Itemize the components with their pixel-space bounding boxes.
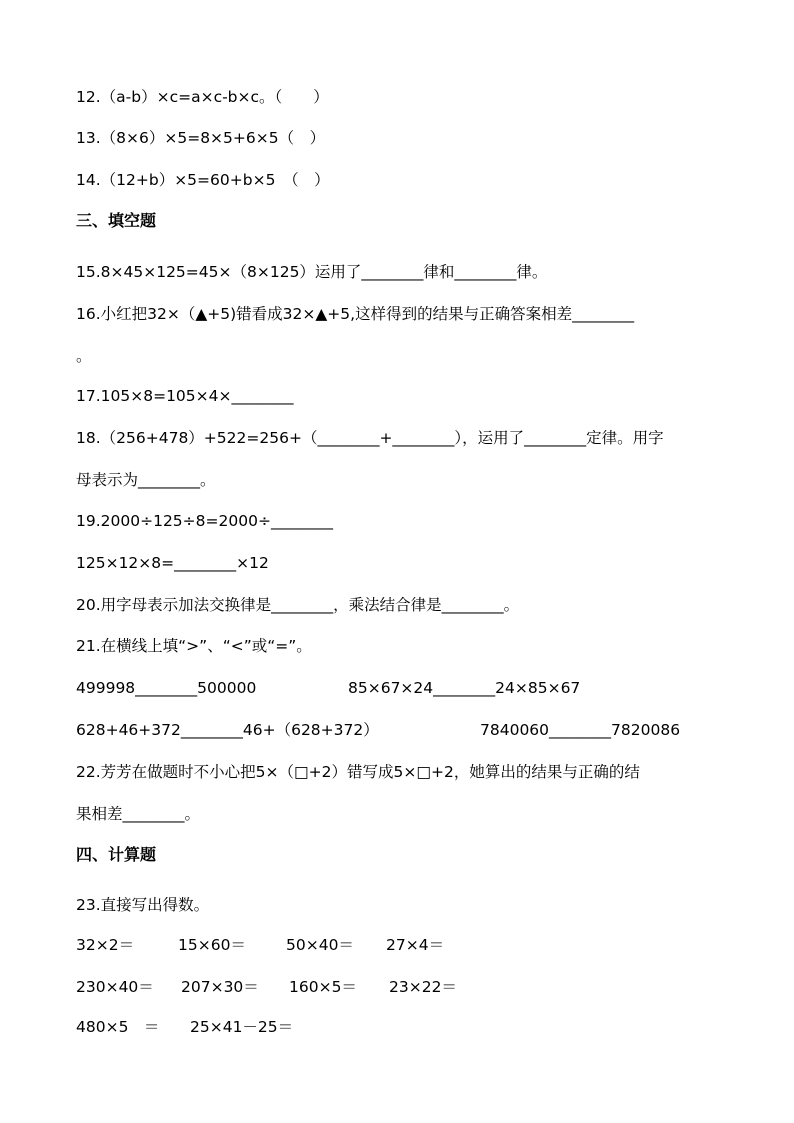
- question-19-line2: 125×12×8=________×12: [76, 554, 269, 572]
- question-22-line1: 22.芳芳在做题时不小心把5×（□+2）错写成5×□+2，她算出的结果与正确的结: [76, 763, 640, 781]
- calc-item: 15×60＝: [178, 936, 246, 954]
- calc-item: 32×2＝: [76, 936, 135, 954]
- question-21-item-d: 7840060________7820086: [480, 721, 681, 739]
- question-19-line1: 19.2000÷125÷8=2000÷________: [76, 512, 333, 530]
- calc-item: 480×5 ＝: [76, 1018, 160, 1036]
- question-21-item-a: 499998________500000: [76, 679, 257, 697]
- question-21-item-b: 85×67×24________24×85×67: [348, 679, 581, 697]
- section-heading-fill-blank: 三、填空题: [76, 211, 157, 230]
- section-heading-calculation: 四、计算题: [76, 845, 157, 864]
- question-15: 15.8×45×125=45×（8×125）运用了________律和________律。: [76, 263, 548, 281]
- calc-item: 25×41－25＝: [190, 1018, 294, 1036]
- calc-item: 27×4＝: [386, 936, 445, 954]
- question-21-item-c: 628+46+372________46+（628+372）: [76, 721, 379, 739]
- question-16-line2: 。: [76, 347, 92, 365]
- question-20: 20.用字母表示加法交换律是________，乘法结合律是________。: [76, 596, 520, 614]
- question-12: 12.（a-b）×c=a×c-b×c。（ ）: [76, 88, 329, 106]
- question-18-line2: 母表示为________。: [76, 471, 216, 489]
- question-21: 21.在横线上填“>”、“<”或“=”。: [76, 637, 312, 655]
- calc-item: 230×40＝: [76, 978, 154, 996]
- calc-item: 50×40＝: [286, 936, 354, 954]
- calc-item: 160×5＝: [289, 978, 357, 996]
- question-22-line2: 果相差________。: [76, 805, 201, 823]
- question-13: 13.（8×6）×5=8×5+6×5（ ）: [76, 129, 326, 147]
- question-17: 17.105×8=105×4×________: [76, 387, 294, 405]
- calc-item: 23×22＝: [389, 978, 457, 996]
- question-16-line1: 16.小红把32×（▲+5)错看成32×▲+5,这样得到的结果与正确答案相差________: [76, 305, 635, 323]
- question-14: 14.（12+b）×5=60+b×5 （ ）: [76, 171, 330, 189]
- calc-item: 207×30＝: [181, 978, 259, 996]
- question-23: 23.直接写出得数。: [76, 896, 210, 914]
- question-18-line1: 18.（256+478）+522=256+（________+________），运用了________定律。用字: [76, 429, 664, 447]
